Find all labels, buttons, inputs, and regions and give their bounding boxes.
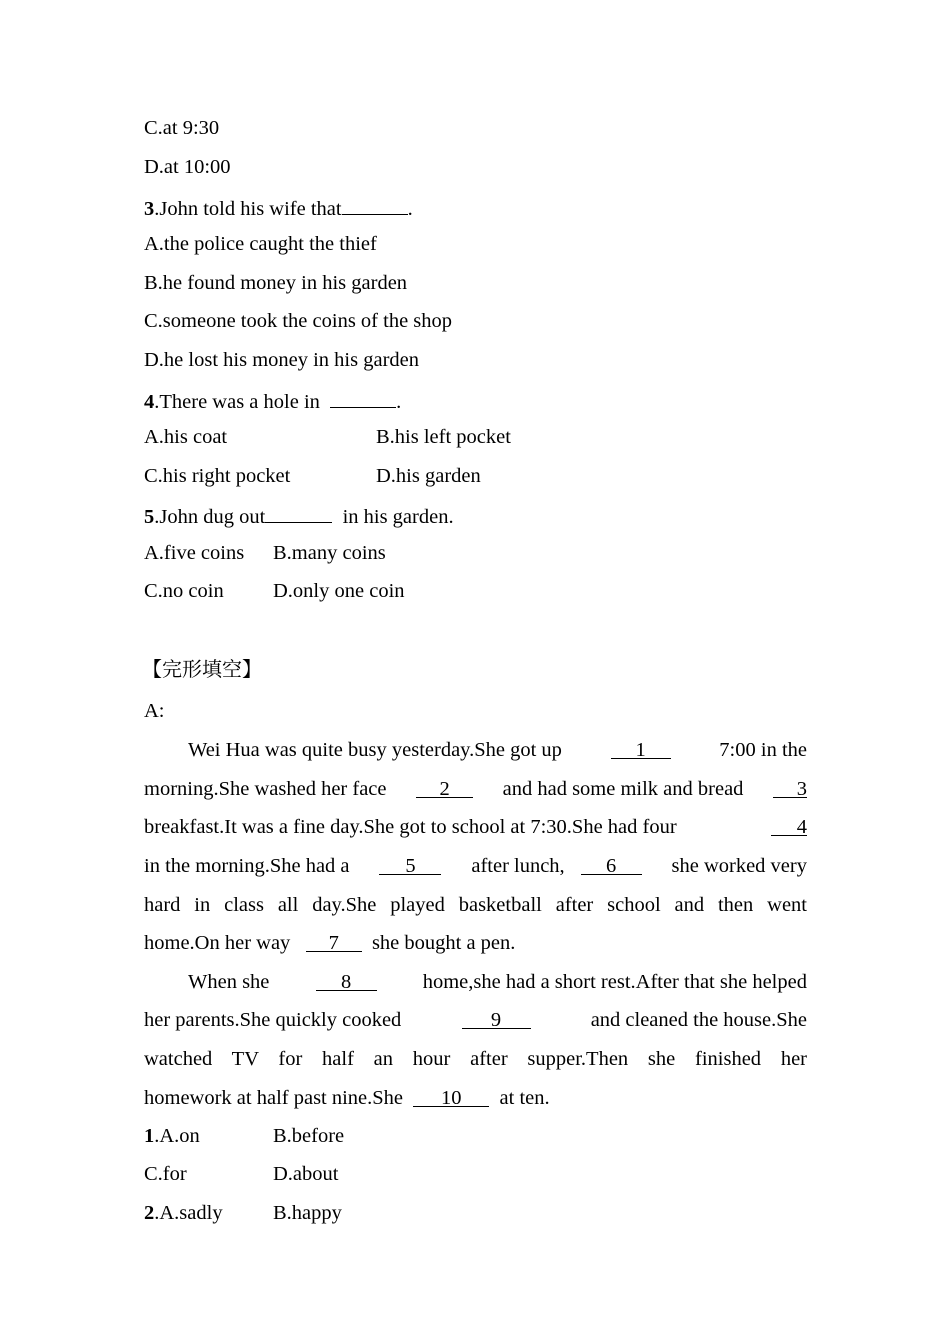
blank-7: 7 [306, 930, 362, 952]
q4-stem-end: . [396, 391, 402, 413]
q5-number: 5 [144, 506, 155, 528]
cq1-number: 1 [144, 1125, 155, 1147]
q4-option-c: C.his right pocket [144, 465, 291, 487]
q3-option-a: A.the police caught the thief [144, 233, 377, 255]
blank-10: 10 [413, 1085, 489, 1107]
q3-option-b: B.he found money in his garden [144, 272, 408, 294]
para1-line2 [144, 776, 807, 802]
blank-2: 2 [416, 776, 473, 798]
para1-line5: hard in class all day.She played basketball after school and then went [144, 894, 807, 916]
q4-stem-text: .There was a hole in [154, 391, 320, 413]
cq2-number: 2 [144, 1202, 155, 1224]
para1-line3 [144, 814, 807, 840]
q5-stem [144, 501, 454, 530]
cq2-option-a [144, 1200, 223, 1226]
q5-stem-text: .John dug out [154, 506, 266, 528]
q5-option-d: D.only one coin [273, 580, 405, 602]
q4-number: 4 [144, 391, 155, 413]
para1-line1 [188, 737, 807, 763]
cq2-option-b: B.happy [273, 1202, 342, 1224]
blank-4: 4 [771, 814, 807, 836]
q3-option-d: D.he lost his money in his garden [144, 349, 420, 371]
q3-stem [144, 193, 413, 222]
q2-option-d: D.at 10:00 [144, 156, 231, 178]
para2-line4-text-b: at ten. [499, 1087, 550, 1109]
cq1-option-d: D.about [273, 1163, 339, 1185]
para2-line2-text-a: her parents.She quickly cooked [144, 1009, 402, 1031]
cq1-option-a [144, 1123, 200, 1149]
para1-line2-text-a: morning.She washed her face [144, 778, 387, 800]
q4-option-a: A.his coat [144, 426, 228, 448]
blank-3: 3 [773, 776, 807, 798]
para1-line1-text-b: 7:00 in the [719, 739, 807, 761]
q5-stem-end: in his garden. [342, 506, 454, 528]
q4-blank [330, 386, 396, 408]
q5-option-c: C.no coin [144, 580, 224, 602]
blank-8: 8 [316, 969, 377, 991]
para1-line4-text-c: she worked very [671, 855, 807, 877]
para2-line4-text-a: homework at half past nine.She [144, 1087, 404, 1109]
para2-line2-text-b: and cleaned the house.She [590, 1009, 807, 1031]
para2-line1-text-b: home,she had a short rest.After that she helped [422, 971, 807, 993]
cq2-option-a-text: .A.sadly [154, 1202, 223, 1224]
blank-6: 6 [581, 853, 642, 875]
para1-line6-text-b: she bought a pen. [371, 932, 516, 954]
q5-blank [265, 501, 332, 523]
para1-line1-text-a: Wei Hua was quite busy yesterday.She got up [188, 739, 562, 761]
blank-1: 1 [611, 737, 671, 759]
para2-line3: watched TV for half an hour after supper.Then she finished her [144, 1048, 807, 1070]
para2-line2 [144, 1007, 807, 1033]
para1-line4 [144, 853, 807, 879]
q2-option-c: C.at 9:30 [144, 117, 220, 139]
section-heading: 【完形填空】 [142, 657, 262, 681]
cq1-option-c: C.for [144, 1163, 187, 1185]
para1-line6-text-a: home.On her way [144, 932, 291, 954]
para1-line4-text-b: after lunch, [471, 855, 565, 877]
q3-blank [342, 193, 408, 215]
q3-stem-text: .John told his wife that [154, 198, 342, 220]
q5-option-a: A.five coins [144, 542, 245, 564]
para2-line1-text-a: When she [188, 971, 270, 993]
blank-5: 5 [379, 853, 441, 875]
q3-number: 3 [144, 198, 155, 220]
q4-option-b: B.his left pocket [376, 426, 511, 448]
cq1-option-b: B.before [273, 1125, 345, 1147]
para1-line2-text-b: and had some milk and bread [502, 778, 744, 800]
q3-stem-end: . [407, 198, 413, 220]
para1-line4-text-a: in the morning.She had a [144, 855, 350, 877]
para2-line1 [188, 969, 807, 995]
cq1-option-a-text: .A.on [154, 1125, 200, 1147]
para2-line4 [144, 1085, 550, 1111]
para1-line3-text: breakfast.It was a fine day.She got to school at 7:30.She had four [144, 816, 677, 838]
q4-option-d: D.his garden [376, 465, 481, 487]
part-label: A: [144, 700, 165, 722]
para1-line6 [144, 930, 515, 956]
blank-9: 9 [462, 1007, 531, 1029]
q5-option-b: B.many coins [273, 542, 386, 564]
q4-stem [144, 386, 401, 415]
q3-option-c: C.someone took the coins of the shop [144, 310, 453, 332]
